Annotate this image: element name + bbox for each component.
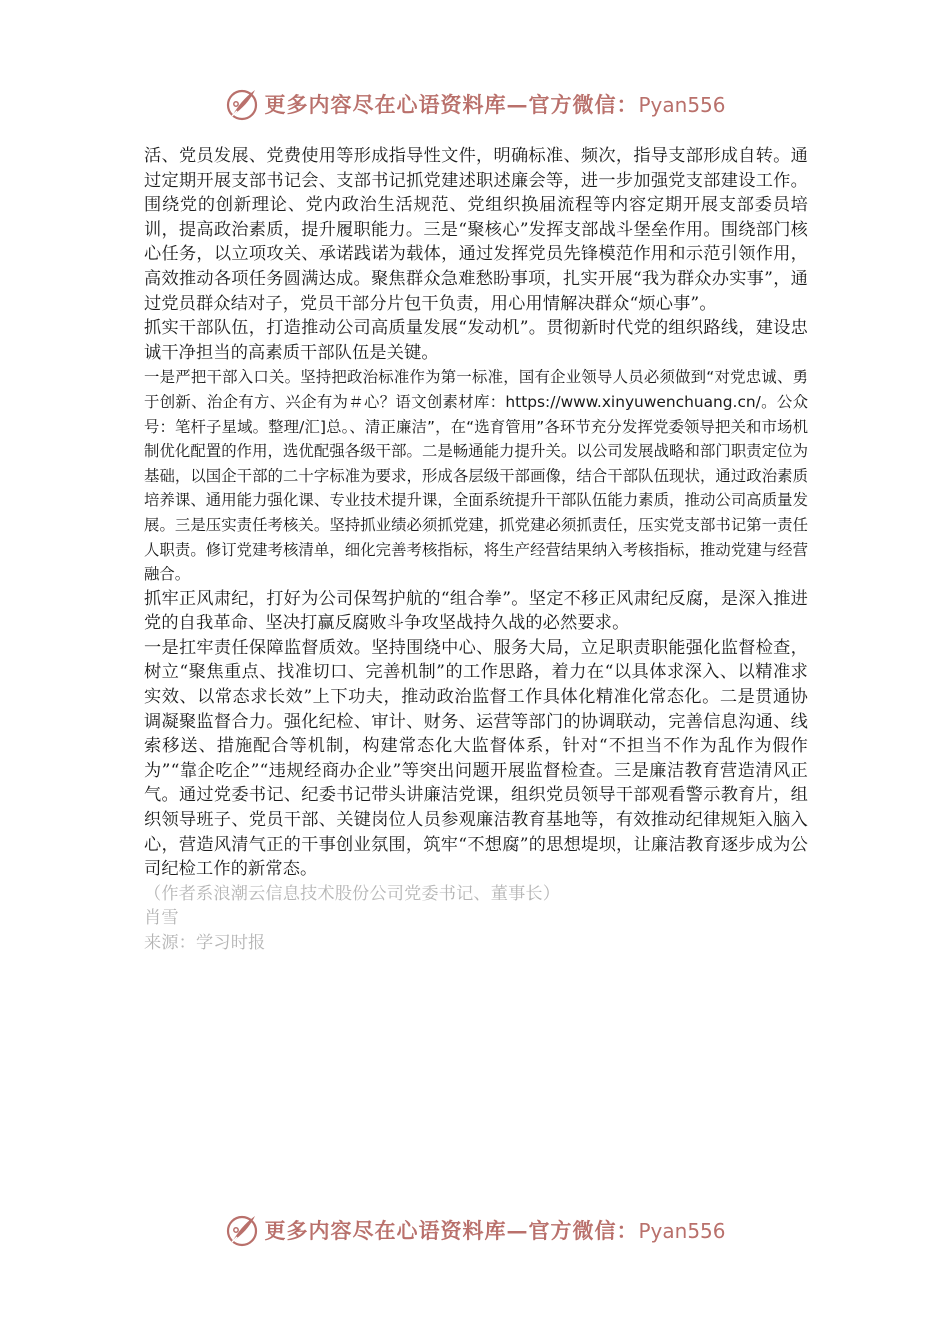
paragraph-1: 活、党员发展、党费使用等形成指导性文件，明确标准、频次，指导支部形成自转。通过定期开展支部书记会、支部书记抓党建述职述廉会等，进一步加强党支部建设工作。围绕党的创新理论、党内政治生活规范、党组织换届流程等内容定期开展支部委员培训，提高政治素质，提升履职能力。三是“聚核心”发挥支部战斗堡垒作用。围绕部门核心任务，以立项攻关、承诺践诺为载体，通过发挥党员先锋模范作用和示范引领作用，高效推动各项任务圆满达成。聚焦群众急难愁盼事项，扎实开展“我为群众办实事”，通过党员群众结对子，党员干部分片包干负责，用心用情解决群众“烦心事”。 (144, 146, 808, 314)
banner-text: 更多内容尽在心语资料库—官方微信：Pyan556 (264, 92, 726, 117)
article-body (144, 144, 808, 956)
paragraph-2: 抓实干部队伍，打造推动公司高质量发展“发动机”。贯彻新时代党的组织路线，建设忠诚干净担当的高素质干部队伍是关键。 (144, 318, 808, 363)
paragraph-3: 一是严把干部入口关。坚持把政治标准作为第一标准，国有企业领导人员必须做到“对党忠诚、勇于创新、治企有方、兴企有为＃心？语文创素材库：https://www.xinyuwenchuang.cn/。公众号：笔杆子星域。整理/汇]总。、清正廉洁”，在“选育管用”各环节充分发挥党委领导把关和市场机制优化配置的作用，选优配强各级干部。二是畅通能力提升关。以公司发展战略和部门职责定位为基础，以国企干部的二十字标准为要求，形成各层级干部画像，结合干部队伍现状，通过政治素质培养课、通用能力强化课、专业技术提升课，全面系统提升干部队伍能力素质，推动公司高质量发展。三是压实责任考核关。坚持抓业绩必须抓党建，抓党建必须抓责任，压实党支部书记第一责任人职责。修订党建考核清单，细化完善考核指标，将生产经营结果纳入考核指标，推动党建与经营融合。 (144, 368, 808, 584)
banner-wechat-id: Pyan556 (638, 1219, 726, 1243)
footer-banner (0, 1208, 950, 1252)
banner-wechat-id: Pyan556 (638, 93, 726, 117)
banner-text: 更多内容尽在心语资料库—官方微信：Pyan556 (264, 1218, 726, 1243)
paragraph-4: 抓牢正风肃纪，打好为公司保驾护航的“组合拳”。坚定不移正风肃纪反腐，是深入推进党的自我革命、坚决打赢反腐败斗争攻坚战持久战的必然要求。 (144, 588, 808, 634)
editor-name: 肖雪 (144, 908, 179, 929)
quill-pen-seal-icon (224, 86, 260, 122)
author-note: （作者系浪潮云信息技术股份公司党委书记、董事长） (144, 883, 561, 904)
header-banner (0, 82, 950, 126)
source-line: 来源：学习时报 (144, 933, 266, 953)
paragraph-5: 一是扛牢责任保障监督质效。坚持围绕中心、服务大局，立足职责职能强化监督检查，树立“聚焦重点、找准切口、完善机制”的工作思路，着力在“以具体求深入、以精准求实效、以常态求长效”上下功夫，推动政治监督工作具体化精准化常态化。二是贯通协调凝聚监督合力。强化纪检、审计、财务、运营等部门的协调联动，完善信息沟通、线索移送、措施配合等机制，构建常态化大监督体系，针对“不担当不作为乱作为假作为”“靠企吃企”“违规经商办企业”等突出问题开展监督检查。三是廉洁教育营造清风正气。通过党委书记、纪委书记带头讲廉洁党课，组织党员领导干部观看警示教育片，组织领导班子、党员干部、关键岗位人员参观廉洁教育基地等，有效推动纪律规矩入脑入心，营造风清气正的干事创业氛围，筑牢“不想腐”的思想堤坝，让廉洁教育逐步成为公司纪检工作的新常态。 (144, 637, 808, 880)
quill-pen-seal-icon (224, 1212, 260, 1248)
